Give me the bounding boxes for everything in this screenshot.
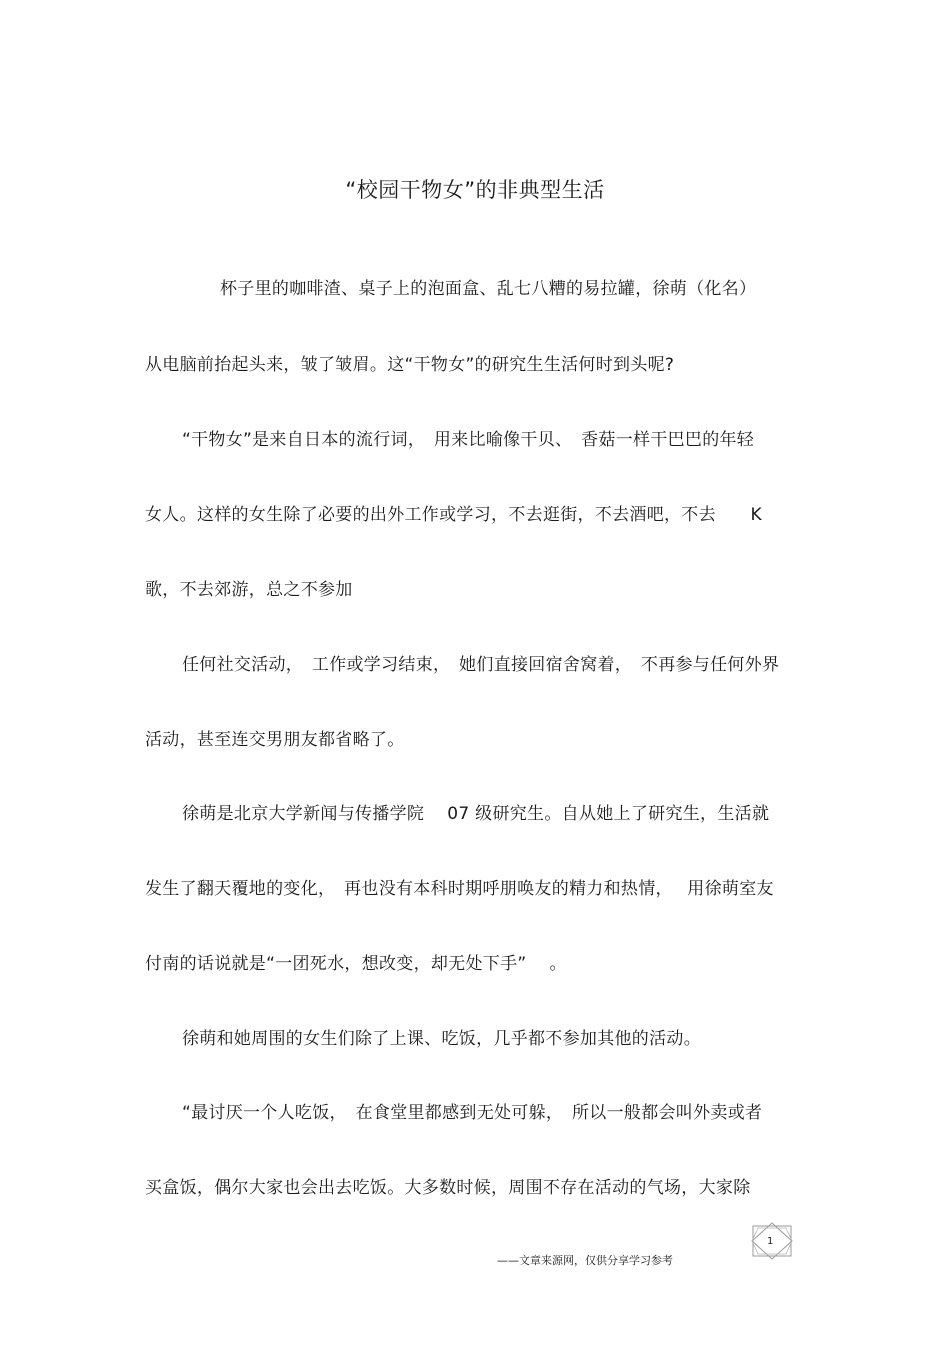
paragraph-line: 从电脑前抬起头来，皱了皱眉。这“干物女”的研究生生活何时到头呢? [145, 355, 675, 375]
paragraph-line: 发生了翻天覆地的变化， 再也没有本科时期呼朋唤友的精力和热情， 用徐萌室友 [145, 879, 774, 899]
source-note: ——文章来源网，仅供分享学习参考 [497, 1254, 673, 1267]
paragraph-line: 任何社交活动， 工作或学习结束， 她们直接回宿舍窝着， 不再参与任何外界 [182, 655, 780, 675]
paragraph-line: 活动，甚至连交男朋友都省略了。 [145, 730, 405, 750]
paragraph-line: 徐萌和她周围的女生们除了上课、吃饭，几乎都不参加其他的活动。 [182, 1029, 701, 1049]
paragraph-line: 付南的话说就是“一团死水，想改变，却无处下手” 。 [145, 954, 567, 974]
paragraph-line: 杯子里的咖啡渣、桌子上的泡面盒、乱七八糟的易拉罐，徐萌（化名） [220, 279, 757, 299]
paragraph-line: 徐萌是北京大学新闻与传播学院 07 级研究生。自从她上了研究生，生活就 [182, 804, 770, 824]
paragraph-line: “干物女”是来自日本的流行词， 用来比喻像干贝、 香菇一样干巴巴的年轻 [182, 430, 755, 450]
page-number: 1 [767, 1236, 774, 1247]
paragraph-line: “最讨厌一个人吃饭， 在食堂里都感到无处可躲， 所以一般都会叫外卖或者 [182, 1103, 763, 1123]
paragraph-line: 买盒饭，偶尔大家也会出去吃饭。大多数时候，周围不存在活动的气场，大家除 [145, 1178, 751, 1198]
document-title: “校园干物女”的非典型生活 [345, 178, 605, 202]
paragraph-line: 歌，不去郊游，总之不参加 [145, 580, 353, 600]
paragraph-line: 女人。这样的女生除了必要的出外工作或学习，不去逛街，不去酒吧，不去 K [145, 505, 762, 525]
